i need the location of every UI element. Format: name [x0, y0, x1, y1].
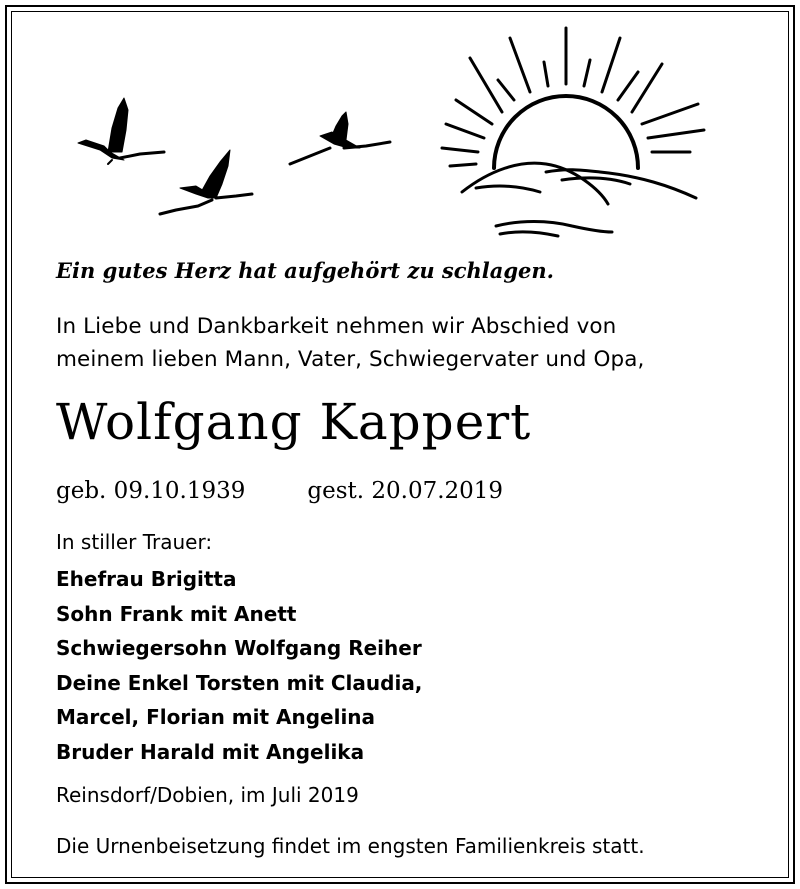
headline: Ein gutes Herz hat aufgehört zu schlagen.: [56, 258, 554, 283]
life-dates: [56, 478, 503, 504]
intro-text: [56, 310, 644, 376]
intro-line-1: In Liebe und Dankbarkeit nehmen wir Abschied von: [56, 314, 617, 339]
birth-date: geb. 09.10.1939: [56, 478, 246, 504]
bird-3-icon: [290, 112, 390, 164]
burial-note: Die Urnenbeisetzung findet im engsten Familienkreis statt.: [56, 834, 645, 858]
family-member: Deine Enkel Torsten mit Claudia,: [56, 670, 423, 695]
family-member: Marcel, Florian mit Angelina: [56, 705, 376, 729]
family-member: Schwiegersohn Wolfgang Reiher: [56, 636, 422, 660]
place-date: Reinsdorf/Dobien, im Juli 2019: [56, 783, 359, 807]
family-member: Sohn Frank mit Anett: [56, 601, 297, 626]
hills-icon: [462, 163, 696, 236]
mourning-label: In stiller Trauer:: [56, 530, 213, 554]
family-member: Bruder Harald mit Angelika: [56, 739, 365, 764]
sun-icon: [442, 28, 704, 168]
bird-2-icon: [160, 150, 252, 214]
deceased-name: Wolfgang Kappert: [56, 393, 532, 451]
family-member: Ehefrau Brigitta: [56, 567, 237, 591]
death-date: gest. 20.07.2019: [307, 478, 504, 504]
family-list: [56, 562, 422, 769]
bird-1-icon: [78, 98, 164, 164]
illustration: [0, 0, 800, 260]
intro-line-2: meinem lieben Mann, Vater, Schwiegervater und Opa,: [56, 347, 645, 372]
